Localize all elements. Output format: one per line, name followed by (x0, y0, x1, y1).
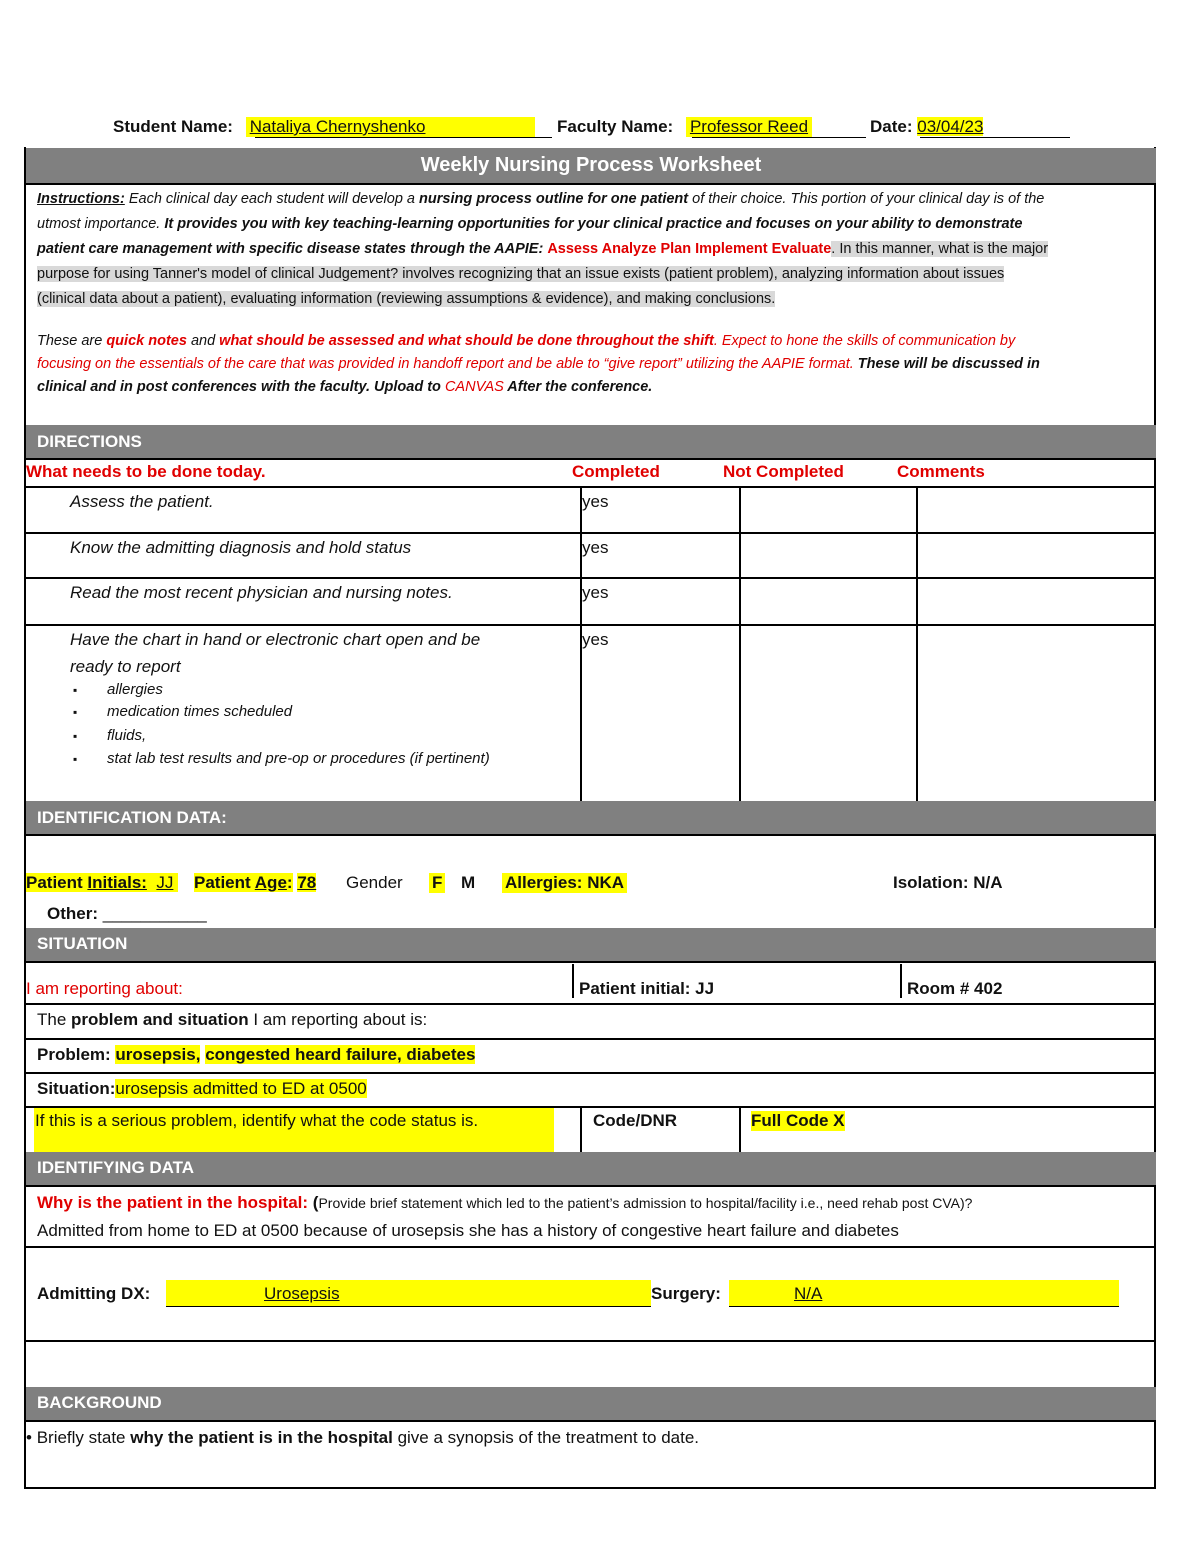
patient-initials: Patient Initials: JJ (26, 873, 178, 893)
situation-header: SITUATION (26, 928, 1156, 962)
task-row: Know the admitting diagnosis and hold status (70, 538, 412, 557)
allergies: Allergies: NKA (502, 873, 627, 893)
bullet-dot: ▪ (73, 705, 78, 719)
admitting-dx-label: Admitting DX: (37, 1284, 151, 1303)
task-row-cont: ready to report (70, 657, 181, 676)
faculty-name-value: Professor Reed (686, 117, 812, 137)
task-row: Assess the patient. (70, 492, 214, 511)
gender-m: M (461, 873, 476, 892)
student-name-value: Nataliya Chernyshenko (246, 117, 535, 137)
bullet-dot: ▪ (73, 683, 78, 697)
bullet-item: medication times scheduled (107, 703, 293, 720)
student-name-row (113, 117, 535, 137)
directions-header: DIRECTIONS (26, 425, 1156, 459)
gender-f: F (429, 873, 445, 893)
problem-value-a: urosepsis, (115, 1045, 201, 1064)
problem-row: Problem: urosepsis, congested heard failure, diabetes (37, 1045, 476, 1064)
background-header: BACKGROUND (26, 1387, 1156, 1421)
faculty-name-label: Faculty Name: (557, 117, 674, 136)
date-row (870, 117, 983, 137)
col-comments-header: Comments (897, 462, 985, 481)
task-row: Have the chart in hand or electronic chart open and be (70, 630, 481, 649)
bullet-item: fluids, (107, 727, 147, 744)
col-not-completed-header: Not Completed (723, 462, 844, 481)
col-task-header: What needs to be done today. (26, 462, 266, 481)
completed-cell: yes (582, 630, 609, 649)
situation-row: Situation:urosepsis admitted to ED at 0500 (37, 1079, 367, 1098)
admitting-dx-value: Urosepsis (264, 1284, 340, 1303)
serious-problem-text: If this is a serious problem, identify what the code status is. (35, 1111, 479, 1130)
worksheet-title: Weekly Nursing Process Worksheet (26, 148, 1156, 184)
surgery-field (729, 1280, 1119, 1307)
background-text: • Briefly state why the patient is in the hospital give a synopsis of the treatment to date. (26, 1428, 700, 1447)
bullet-item: stat lab test results and pre-op or procedures (if pertinent) (107, 750, 490, 767)
student-name-label: Student Name: (113, 117, 233, 136)
room-number: Room # 402 (907, 979, 1003, 998)
task-row: Read the most recent physician and nursing notes. (70, 583, 453, 602)
instructions-block: Instructions: Each clinical day each student will develop a nursing process outline for one patient of their choice. This portion of your clinical day is of the utmost importance. It provides you with key teaching-learning opportunities for your clinical practice and focuses on your ability to demonstrate patient care management with specific disease states through the AAPIE: Assess Analyze Plan Implement Evaluate. In this manner, what is the major purpose for using Tanner's model of clinical Judgement? involves recognizing that an issue exists (patient problem), analyzing information about issues (clinical data about a patient), evaluating information (reviewing assumptions & evidence), and making conclusions. (37, 191, 1049, 307)
completed-cell: yes (582, 583, 609, 602)
identification-header: IDENTIFICATION DATA: (26, 801, 1156, 835)
problem-intro: The problem and situation I am reporting about is: (37, 1010, 428, 1029)
date-value: 03/04/23 (917, 117, 984, 136)
notes-block: These are quick notes and what should be assessed and what should be done throughout the shift. Expect to hone the skills of communication by focusing on the essentials of the care that was provided in handoff report and be able to “give report” utilizing the AAPIE format. These will be discussed in clinical and in post conferences with the faculty. Upload to CANVAS After the conference. (37, 333, 1040, 395)
identifying-header: IDENTIFYING DATA (26, 1152, 1156, 1186)
code-dnr-label: Code/DNR (593, 1111, 678, 1130)
reporting-about: I am reporting about: (26, 979, 183, 998)
bullet-dot: ▪ (73, 729, 78, 743)
completed-cell: yes (582, 492, 609, 511)
other-row: Other: ___________ (47, 904, 207, 923)
patient-age-value: 78 (297, 873, 317, 892)
date-label: Date: (870, 117, 913, 136)
isolation: Isolation: N/A (893, 873, 1003, 892)
faculty-name-row (557, 117, 812, 137)
why-answer: Admitted from home to ED at 0500 because of urosepsis she has a history of congestive heart failure and diabetes (37, 1221, 899, 1240)
surgery-label: Surgery: (651, 1284, 721, 1303)
col-completed-header: Completed (572, 462, 660, 481)
patient-initial: Patient initial: JJ (579, 979, 715, 998)
gender-label: Gender (346, 873, 403, 892)
surgery-value: N/A (794, 1284, 823, 1303)
bullet-item: allergies (107, 681, 163, 698)
patient-age: Patient Age: 78 (194, 873, 317, 892)
completed-cell: yes (582, 538, 609, 557)
admitting-dx-field (166, 1280, 651, 1307)
instructions-label: Instructions: (37, 191, 125, 207)
problem-value-b: congested heard failure, diabetes (205, 1045, 476, 1064)
situation-value: urosepsis admitted to ED at 0500 (115, 1079, 367, 1098)
code-status-value: Full Code X (751, 1111, 845, 1130)
bullet-dot: ▪ (73, 752, 78, 766)
why-in-hospital: Why is the patient in the hospital: (Provide brief statement which led to the patient’s admission to hospital/facility i.e., need rehab post CVA)? (37, 1193, 973, 1212)
